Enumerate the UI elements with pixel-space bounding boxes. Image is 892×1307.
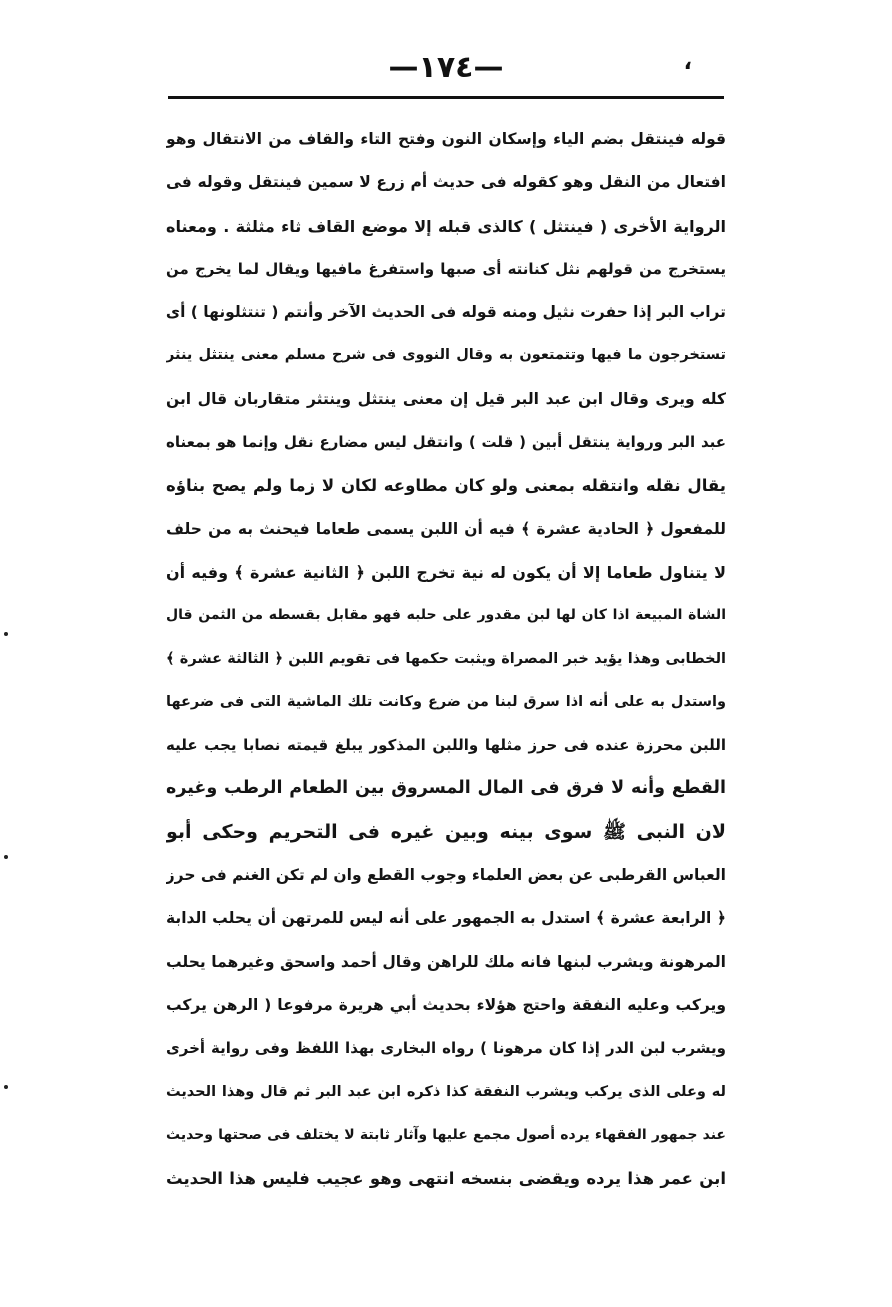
text-line: قوله فينتقل بضم الياء وإسكان النون وفتح التاء والقاف من الانتقال وهو bbox=[166, 130, 726, 148]
header-rule bbox=[168, 96, 724, 99]
text-line: القطع وأنه لا فرق فى المال المسروق بين الطعام الرطب وغيره bbox=[166, 778, 726, 799]
text-line: ﴿ الرابعة عشرة ﴾ استدل به الجمهور على أنه ليس للمرتهن أن يحلب الدابة bbox=[166, 909, 726, 928]
page-number: —١٧٤— bbox=[388, 50, 504, 85]
text-line: تستخرجون ما فيها وتتمتعون به وقال النووى فى شرح مسلم معنى ينتثل ينثر bbox=[166, 347, 726, 364]
text-line: للمفعول ﴿ الحادية عشرة ﴾ فيه أن اللبن يسمى طعاما فيحنث به من حلف bbox=[166, 519, 726, 538]
text-line: ويشرب لبن الدر إذا كان مرهونا ) رواه البخارى بهذا اللفظ وفى رواية أخرى bbox=[166, 1039, 726, 1058]
text-line: افتعال من النقل وهو كقوله فى حديث أم زرع لا سمين فينتقل وقوله فى bbox=[166, 173, 726, 192]
text-line: له وعلى الذى يركب ويشرب النفقة كذا ذكره ابن عبد البر ثم قال وهذا الحديث bbox=[166, 1083, 726, 1100]
text-line: الرواية الأخرى ( فينتثل ) كالذى قبله إلا موضع القاف ثاء مثلثة . ومعناه bbox=[166, 216, 726, 236]
text-line: يستخرج من قولهم نثل كنانته أى صبها واستفرغ مافيها ويقال لما يخرج من bbox=[166, 259, 726, 278]
text-line: ابن عمر هذا يرده ويقضى بنسخه انتهى وهو عجيب فليس هذا الحديث bbox=[166, 1169, 726, 1189]
text-line: عند جمهور الفقهاء يرده أصول مجمع عليها وآثار ثابتة لا يختلف فى صحتها وحديث bbox=[166, 1126, 726, 1143]
scan-speck bbox=[4, 855, 8, 859]
text-line: اللبن محرزة عنده فى حرز مثلها واللبن المذكور يبلغ قيمته نصابا يجب عليه bbox=[166, 736, 726, 755]
page-header bbox=[168, 46, 724, 94]
body-text bbox=[166, 118, 726, 1200]
text-line: لان النبى ﷺ سوى بينه وبين غيره فى التحريم وحكى أبو bbox=[166, 820, 726, 843]
text-line: الشاة المبيعة اذا كان لها لبن مقدور على حلبه فهو مقابل بقسطه من الثمن قال bbox=[166, 607, 726, 624]
text-line: عبد البر ورواية ينتقل أبين ( قلت ) وانتقل ليس مضارع نقل وإنما هو بمعناه bbox=[166, 433, 726, 452]
text-line: يقال نقله وانتقله بمعنى ولو كان مطاوعه لكان لا زما ولم يصح بناؤه bbox=[166, 476, 726, 496]
text-line: ويركب وعليه النفقة واحتج هؤلاء بحديث أبي هريرة مرفوعا ( الرهن يركب bbox=[166, 995, 726, 1014]
text-line: الخطابى وهذا يؤيد خبر المصراة ويثبت حكمها فى تقويم اللبن ﴿ الثالثة عشرة ﴾ bbox=[166, 650, 726, 667]
text-line: لا يتناول طعاما إلا أن يكون له نية تخرج اللبن ﴿ الثانية عشرة ﴾ وفيه أن bbox=[166, 562, 726, 582]
text-line: تراب البر إذا حفرت نثيل ومنه قوله فى الحديث الآخر وأنتم ( تنتثلونها ) أى bbox=[166, 303, 726, 322]
text-line: العباس القرطبى عن بعض العلماء وجوب القطع وان لم تكن الغنم فى حرز bbox=[166, 866, 726, 885]
text-line: كله ويرى وقال ابن عبد البر قيل إن معنى ينتثل وينتثر متقاربان قال ابن bbox=[166, 389, 726, 408]
scan-speck bbox=[4, 632, 8, 636]
header-mark: ، bbox=[683, 50, 692, 75]
text-line: واستدل به على أنه اذا سرق لبنا من ضرع وكانت تلك الماشية التى فى ضرعها bbox=[166, 693, 726, 710]
scan-speck bbox=[4, 1085, 8, 1089]
text-line: المرهونة ويشرب لبنها فانه ملك للراهن وقال أحمد واسحق وغيرهما يحلب bbox=[166, 952, 726, 971]
